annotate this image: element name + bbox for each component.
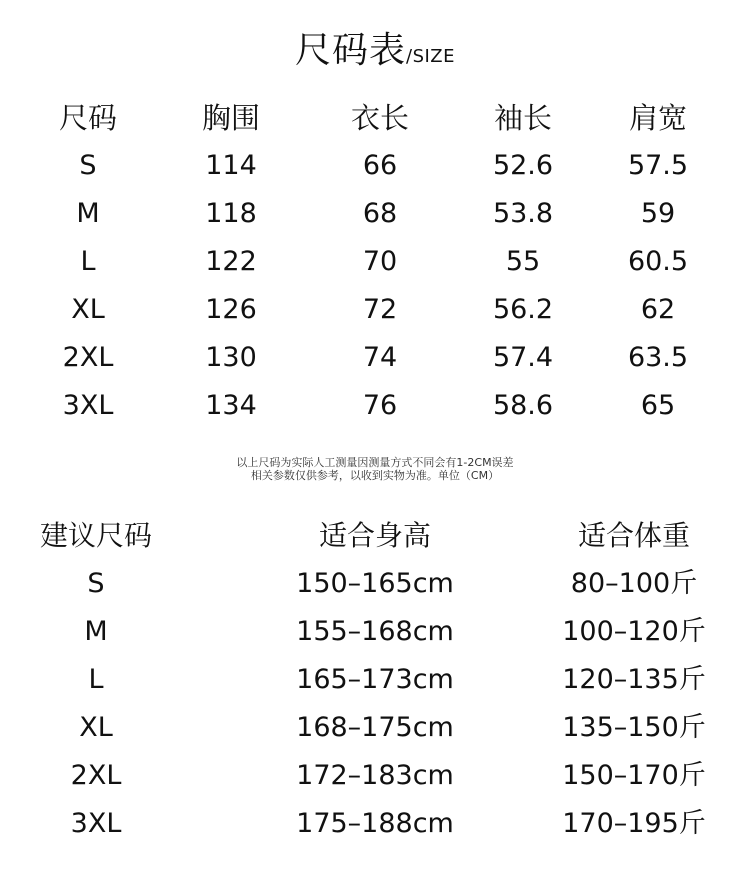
cell-size: XL (71, 294, 105, 325)
cell-size: S (87, 568, 105, 599)
size-table-header (0, 94, 750, 142)
cell-chest: 134 (205, 390, 257, 421)
cell-size: 2XL (70, 760, 122, 791)
cell-length: 66 (362, 150, 398, 181)
cell-chest: 114 (205, 150, 257, 181)
cell-chest: 126 (205, 294, 257, 325)
header-size: 尺码 (58, 101, 118, 135)
cell-size: 3XL (70, 808, 122, 839)
cell-size: L (88, 664, 104, 695)
table-row (0, 190, 750, 238)
cell-weight: 135–150斤 (562, 712, 706, 743)
title-sub: /SIZE (406, 46, 456, 67)
cell-length: 72 (362, 294, 398, 325)
header-height: 适合身高 (318, 519, 432, 552)
table-row (0, 800, 750, 848)
cell-shoulder: 59 (640, 198, 676, 229)
table-row (0, 560, 750, 608)
cell-chest: 118 (205, 198, 257, 229)
table-row (0, 382, 750, 430)
cell-shoulder: 57.5 (627, 150, 689, 181)
table-row (0, 238, 750, 286)
measurement-note (0, 456, 750, 482)
table-row (0, 704, 750, 752)
cell-shoulder: 65 (640, 390, 676, 421)
cell-shoulder: 60.5 (627, 246, 689, 277)
cell-length: 74 (362, 342, 398, 373)
cell-size: 3XL (62, 390, 114, 421)
cell-length: 68 (362, 198, 398, 229)
header-sleeve: 袖长 (493, 101, 553, 135)
page-title (0, 22, 750, 73)
cell-shoulder: 63.5 (627, 342, 689, 373)
cell-weight: 80–100斤 (570, 568, 698, 599)
header-weight: 适合体重 (577, 519, 691, 552)
cell-height: 150–165cm (296, 568, 454, 599)
table-row (0, 608, 750, 656)
cell-sleeve: 56.2 (492, 294, 554, 325)
cell-weight: 170–195斤 (562, 808, 706, 839)
cell-weight: 120–135斤 (562, 664, 706, 695)
cell-weight: 150–170斤 (562, 760, 706, 791)
table-row (0, 334, 750, 382)
fit-table (0, 512, 750, 848)
cell-height: 155–168cm (296, 616, 454, 647)
cell-sleeve: 53.8 (492, 198, 554, 229)
cell-sleeve: 55 (505, 246, 541, 277)
title-main: 尺码表 (294, 30, 406, 71)
table-row (0, 142, 750, 190)
cell-chest: 130 (205, 342, 257, 373)
header-chest: 胸围 (201, 101, 261, 135)
cell-size: L (80, 246, 96, 277)
cell-height: 175–188cm (296, 808, 454, 839)
cell-size: M (84, 616, 108, 647)
cell-height: 165–173cm (296, 664, 454, 695)
cell-sleeve: 58.6 (492, 390, 554, 421)
cell-weight: 100–120斤 (562, 616, 706, 647)
cell-height: 172–183cm (296, 760, 454, 791)
size-table (0, 94, 750, 430)
cell-chest: 122 (205, 246, 257, 277)
cell-size: 2XL (62, 342, 114, 373)
cell-sleeve: 52.6 (492, 150, 554, 181)
cell-length: 76 (362, 390, 398, 421)
cell-size: S (79, 150, 97, 181)
header-recommended-size: 建议尺码 (39, 519, 153, 552)
cell-sleeve: 57.4 (492, 342, 554, 373)
table-row (0, 286, 750, 334)
fit-table-header (0, 512, 750, 560)
header-shoulder: 肩宽 (628, 101, 688, 135)
cell-length: 70 (362, 246, 398, 277)
note-line-2: 相关参数仅供参考，以收到实物为准。单位（CM） (250, 469, 500, 482)
table-row (0, 656, 750, 704)
note-line-1: 以上尺码为实际人工测量因测量方式不同会有1-2CM误差 (236, 456, 514, 469)
cell-height: 168–175cm (296, 712, 454, 743)
table-row (0, 752, 750, 800)
cell-size: M (76, 198, 100, 229)
header-length: 衣长 (350, 101, 410, 135)
cell-shoulder: 62 (640, 294, 676, 325)
cell-size: XL (79, 712, 113, 743)
